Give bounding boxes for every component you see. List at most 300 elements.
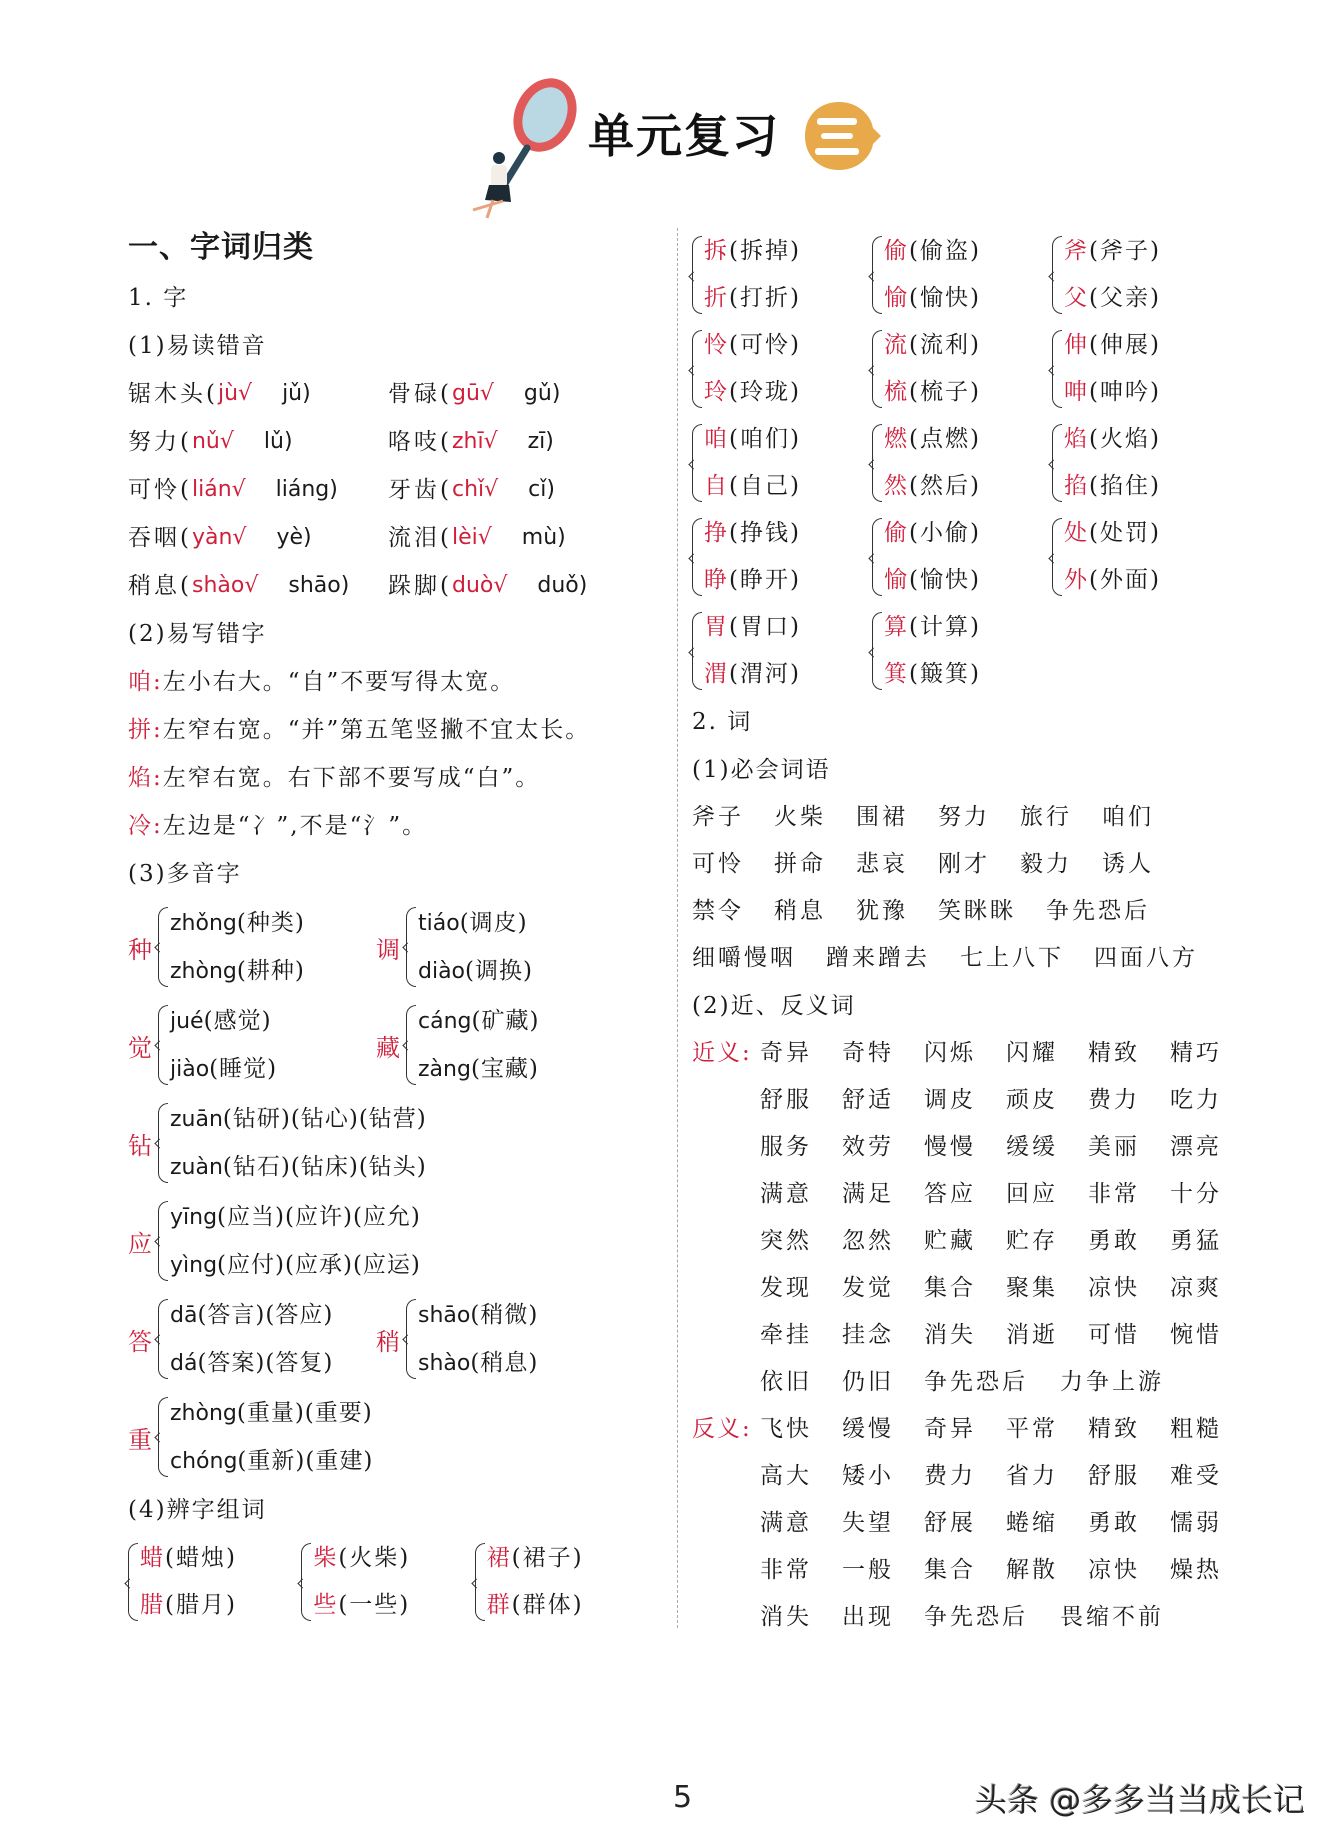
- text: (答案)(答复): [197, 1350, 334, 1376]
- brace-icon: [692, 518, 702, 596]
- brace-icon: [692, 424, 702, 502]
- text: 外: [1064, 567, 1089, 593]
- synonym-row: [760, 1218, 1252, 1265]
- text: 左边是“冫”,不是“氵”。: [162, 813, 428, 839]
- text: (蜡烛): [165, 1545, 237, 1571]
- text: 高大: [760, 1463, 812, 1489]
- text: 缓缓: [1006, 1134, 1058, 1160]
- text: 凉爽: [1170, 1275, 1222, 1301]
- brace-icon: [692, 330, 702, 408]
- text: 稍息: [774, 898, 826, 924]
- text: 焰:: [128, 765, 163, 791]
- text: 闪耀: [1006, 1040, 1058, 1066]
- text: 左窄右宽。右下部不要写成“白”。: [162, 765, 541, 791]
- text: 然: [884, 473, 909, 499]
- text: 围裙: [856, 804, 908, 830]
- text: 偷: [884, 520, 909, 546]
- text: 跺脚(: [388, 573, 452, 599]
- text: 勇敢: [1088, 1510, 1140, 1536]
- watermark: 头条 @多多当当成长记: [975, 1781, 1306, 1819]
- text: (睁开): [729, 567, 801, 593]
- text: (挣钱): [729, 520, 801, 546]
- text: (感觉): [203, 1008, 272, 1034]
- text: 稍息(: [128, 573, 192, 599]
- text: 精巧: [1170, 1040, 1222, 1066]
- pronunciation-item: [128, 466, 388, 514]
- polyphone-group: [376, 996, 624, 1094]
- text: (耕种): [236, 958, 305, 984]
- text: jù√: [217, 381, 253, 406]
- text: 牵挂: [760, 1322, 812, 1348]
- pronunciation-row: [128, 370, 648, 418]
- text: (可怜): [729, 332, 801, 358]
- brace-icon: [872, 612, 882, 690]
- char-pair-row: [128, 1534, 648, 1630]
- text: 精致: [1088, 1416, 1140, 1442]
- synonym-row: [760, 1030, 1252, 1077]
- column-divider: [677, 228, 678, 1628]
- polyphone-list: [128, 898, 648, 1486]
- text: 毅力: [1020, 851, 1072, 877]
- pronunciation-item: [388, 370, 648, 418]
- text: jǔ): [282, 381, 311, 406]
- text: mù): [521, 525, 566, 550]
- text: 发现: [760, 1275, 812, 1301]
- text: 精致: [1088, 1040, 1140, 1066]
- brace-icon: [872, 424, 882, 502]
- text: (父亲): [1089, 285, 1161, 311]
- text: 群: [486, 1592, 512, 1618]
- text: zuān: [170, 1107, 223, 1132]
- antonym-row: [760, 1406, 1252, 1453]
- text: 粗糙: [1170, 1416, 1222, 1442]
- polyphone-group: [128, 1388, 648, 1486]
- text: 集合: [924, 1557, 976, 1583]
- text: dā: [170, 1303, 198, 1328]
- text: duò√: [451, 573, 508, 598]
- brace-icon: [1052, 330, 1062, 408]
- brace-icon: [158, 907, 168, 987]
- text: 愉: [884, 567, 909, 593]
- text: (火焰): [1089, 426, 1161, 452]
- left-column: [128, 222, 648, 1630]
- text: chóng: [170, 1449, 238, 1474]
- text: cáng: [418, 1009, 472, 1034]
- polyphone-group: [376, 898, 624, 996]
- text: (自己): [729, 473, 801, 499]
- text: 胃: [704, 614, 729, 640]
- word-row: [692, 935, 1252, 982]
- text: 失望: [842, 1510, 894, 1536]
- text: (一些): [338, 1592, 411, 1618]
- text: 算: [884, 614, 909, 640]
- writing-rule: [128, 802, 648, 850]
- text: (群体): [511, 1592, 584, 1618]
- part-title-must-know: (1)必会词语: [692, 757, 831, 783]
- text: 裙: [486, 1545, 512, 1571]
- text: 梳: [884, 379, 909, 405]
- text: 争先恐后: [1046, 898, 1150, 924]
- text: 愉: [884, 285, 909, 311]
- text: 勇猛: [1170, 1228, 1222, 1254]
- text: 争先恐后: [924, 1369, 1028, 1395]
- text: (宝藏): [470, 1056, 539, 1082]
- text: 些: [313, 1592, 339, 1618]
- text: 咱:: [128, 669, 163, 695]
- text: dá: [170, 1351, 198, 1376]
- text: (拆掉): [729, 238, 801, 264]
- text: 舒服: [760, 1087, 812, 1113]
- text: (渭河): [729, 661, 801, 687]
- text: yè): [276, 525, 312, 550]
- text: 折: [704, 285, 729, 311]
- unit-number-badge: [803, 100, 881, 172]
- text: 左小右大。“自”不要写得太宽。: [162, 669, 516, 695]
- text: 诱人: [1102, 851, 1154, 877]
- text: 种: [128, 935, 152, 964]
- brace-icon: [872, 518, 882, 596]
- text: 一般: [842, 1557, 894, 1583]
- text: 挂念: [842, 1322, 894, 1348]
- brace-icon: [128, 1543, 138, 1621]
- text: (处罚): [1089, 520, 1161, 546]
- text: 吃力: [1170, 1087, 1222, 1113]
- synonym-label: 近义:: [692, 1040, 752, 1066]
- text: 难受: [1170, 1463, 1222, 1489]
- text: gǔ): [523, 381, 561, 406]
- text: 旅行: [1020, 804, 1072, 830]
- text: (然后): [909, 473, 981, 499]
- text: 集合: [924, 1275, 976, 1301]
- text: 悲哀: [856, 851, 908, 877]
- char-pair: [692, 510, 872, 604]
- text: (重量)(重要): [236, 1400, 373, 1426]
- text: zhī√: [451, 429, 498, 454]
- text: 流泪(: [388, 525, 452, 551]
- text: 自: [704, 473, 729, 499]
- brace-icon: [158, 1299, 168, 1379]
- text: 咯吱(: [388, 429, 452, 455]
- text: (腊月): [165, 1592, 237, 1618]
- pronunciation-list: [128, 370, 648, 610]
- subsection-char: 1. 字: [128, 285, 189, 311]
- char-pair: [872, 228, 1052, 322]
- text: 藏: [376, 1033, 400, 1062]
- text: 处: [1064, 520, 1089, 546]
- text: (应付)(应承)(应运): [217, 1252, 421, 1278]
- text: yīng: [170, 1205, 218, 1230]
- pronunciation-item: [388, 562, 648, 610]
- text: 应: [128, 1229, 152, 1258]
- char-pair: [1052, 416, 1232, 510]
- char-pair-row: [692, 416, 1252, 510]
- text: 服务: [760, 1134, 812, 1160]
- char-pair: [128, 1534, 301, 1630]
- text: lèi√: [451, 525, 492, 550]
- text: 奇异: [924, 1416, 976, 1442]
- text: 偷: [884, 238, 909, 264]
- text: 掐: [1064, 473, 1089, 499]
- char-pair: [692, 322, 872, 416]
- synonyms-block: [692, 1030, 1252, 1406]
- synonym-row: [760, 1171, 1252, 1218]
- text: 斧: [1064, 238, 1089, 264]
- text: 十分: [1170, 1181, 1222, 1207]
- brace-icon: [158, 1103, 168, 1183]
- brace-icon: [1052, 236, 1062, 314]
- text: 拆: [704, 238, 729, 264]
- pronunciation-item: [388, 466, 648, 514]
- writing-rules: [128, 658, 648, 850]
- text: 突然: [760, 1228, 812, 1254]
- text: 左窄右宽。“并”第五笔竖撇不宜太长。: [162, 717, 591, 743]
- pronunciation-row: [128, 466, 648, 514]
- text: 七上八下: [960, 945, 1064, 971]
- text: 奇异: [760, 1040, 812, 1066]
- text: yìng: [170, 1253, 218, 1278]
- char-pair-row: [692, 228, 1252, 322]
- text: shào√: [191, 573, 259, 598]
- text: 犹豫: [856, 898, 908, 924]
- text: 钻: [128, 1131, 152, 1160]
- text: (梳子): [909, 379, 981, 405]
- text: (稍息): [470, 1350, 539, 1376]
- text: jué: [170, 1009, 204, 1034]
- antonym-label: 反义:: [692, 1416, 752, 1442]
- text: (重新)(重建): [237, 1448, 374, 1474]
- text: 费力: [924, 1463, 976, 1489]
- brace-icon: [692, 612, 702, 690]
- char-pair: [301, 1534, 474, 1630]
- word-row: [692, 794, 1252, 841]
- text: 调皮: [924, 1087, 976, 1113]
- brace-icon: [406, 1005, 416, 1085]
- text: 呻: [1064, 379, 1089, 405]
- text: gū√: [451, 381, 494, 406]
- part-title-pairs: (4)辨字组词: [128, 1497, 267, 1523]
- text: (钻石)(钻床)(钻头): [222, 1154, 427, 1180]
- text: 飞快: [760, 1416, 812, 1442]
- text: 漂亮: [1170, 1134, 1222, 1160]
- text: 可怜(: [128, 477, 192, 503]
- text: (玲珑): [729, 379, 801, 405]
- char-pair-row: [692, 604, 1252, 698]
- text: 细嚼慢咽: [692, 945, 796, 971]
- brace-icon: [406, 1299, 416, 1379]
- pronunciation-item: [128, 418, 388, 466]
- text: 挣: [704, 520, 729, 546]
- synonym-row: [760, 1359, 1252, 1406]
- text: 锯木头(: [128, 381, 218, 407]
- text: 非常: [1088, 1181, 1140, 1207]
- brace-icon: [692, 236, 702, 314]
- brace-icon: [475, 1543, 485, 1621]
- text: lián√: [191, 477, 246, 502]
- polyphone-group: [376, 1290, 624, 1388]
- text: 费力: [1088, 1087, 1140, 1113]
- text: 咱们: [1102, 804, 1154, 830]
- text: 舒服: [1088, 1463, 1140, 1489]
- page-number: 5: [673, 1780, 693, 1815]
- text: 调: [376, 935, 400, 964]
- text: (簸箕): [909, 661, 981, 687]
- text: shào: [418, 1351, 471, 1376]
- pronunciation-item: [128, 562, 388, 610]
- text: (调皮): [459, 910, 528, 936]
- text: 凉快: [1088, 1275, 1140, 1301]
- text: 四面八方: [1094, 945, 1198, 971]
- text: 可怜: [692, 851, 744, 877]
- antonym-row: [760, 1453, 1252, 1500]
- pronunciation-item: [388, 418, 648, 466]
- text: 渭: [704, 661, 729, 687]
- text: 笑眯眯: [938, 898, 1016, 924]
- text: 答: [128, 1327, 152, 1356]
- pronunciation-row: [128, 562, 648, 610]
- text: nǔ√: [191, 429, 234, 454]
- text: 蹭来蹭去: [826, 945, 930, 971]
- text: 惋惜: [1170, 1322, 1222, 1348]
- text: (打折): [729, 285, 801, 311]
- text: 火柴: [774, 804, 826, 830]
- text: 省力: [1006, 1463, 1058, 1489]
- text: 忽然: [842, 1228, 894, 1254]
- text: (流利): [909, 332, 981, 358]
- brace-icon: [872, 236, 882, 314]
- text: 贮存: [1006, 1228, 1058, 1254]
- char-pair: [475, 1534, 648, 1630]
- polyphone-group: [128, 1192, 648, 1290]
- pronunciation-item: [388, 514, 648, 562]
- brace-icon: [158, 1005, 168, 1085]
- pronunciation-row: [128, 514, 648, 562]
- text: 蜡: [140, 1545, 165, 1571]
- part-title-syn-ant: (2)近、反义词: [692, 993, 856, 1019]
- text: zhòng: [170, 959, 237, 984]
- text: 斧子: [692, 804, 744, 830]
- text: (小偷): [909, 520, 981, 546]
- text: 发觉: [842, 1275, 894, 1301]
- text: 蜷缩: [1006, 1510, 1058, 1536]
- text: 畏缩不前: [1060, 1604, 1164, 1630]
- text: 仍旧: [842, 1369, 894, 1395]
- text: 平常: [1006, 1416, 1058, 1442]
- text: liáng): [275, 477, 338, 502]
- text: 拼命: [774, 851, 826, 877]
- text: 答应: [924, 1181, 976, 1207]
- synonym-row: [760, 1312, 1252, 1359]
- char-pair-grid: [692, 228, 1252, 698]
- text: 回应: [1006, 1181, 1058, 1207]
- text: 出现: [842, 1604, 894, 1630]
- text: chǐ√: [451, 477, 499, 502]
- text: 力争上游: [1060, 1369, 1164, 1395]
- text: 骨碌(: [388, 381, 452, 407]
- synonym-row: [760, 1124, 1252, 1171]
- text: 重: [128, 1425, 152, 1454]
- text: 顽皮: [1006, 1087, 1058, 1113]
- text: 凉快: [1088, 1557, 1140, 1583]
- char-pair: [1052, 322, 1232, 416]
- text: 伸: [1064, 332, 1089, 358]
- text: shāo: [418, 1303, 471, 1328]
- magnifier-girl-illustration: [465, 70, 585, 220]
- text: 美丽: [1088, 1134, 1140, 1160]
- brace-icon: [301, 1543, 311, 1621]
- text: 满意: [760, 1181, 812, 1207]
- text: 努力: [938, 804, 990, 830]
- text: 满足: [842, 1181, 894, 1207]
- text: 父: [1064, 285, 1089, 311]
- pronunciation-row: [128, 418, 648, 466]
- text: 矮小: [842, 1463, 894, 1489]
- text: (钻研)(钻心)(钻营): [222, 1106, 427, 1132]
- text: zī): [527, 429, 554, 454]
- text: (种类): [236, 910, 305, 936]
- synonym-row: [760, 1077, 1252, 1124]
- text: 柴: [313, 1545, 339, 1571]
- text: 玲: [704, 379, 729, 405]
- polyphone-group: [128, 1290, 376, 1388]
- text: 慢慢: [924, 1134, 976, 1160]
- text: 努力(: [128, 429, 192, 455]
- right-column: [692, 228, 1252, 1641]
- char-pair: [692, 416, 872, 510]
- text: zhǒng: [170, 911, 237, 936]
- text: (呻吟): [1089, 379, 1161, 405]
- text: 流: [884, 332, 909, 358]
- text: 解散: [1006, 1557, 1058, 1583]
- text: 舒展: [924, 1510, 976, 1536]
- text: tiáo: [418, 911, 460, 936]
- char-pair: [692, 604, 872, 698]
- char-pair: [872, 604, 1052, 698]
- text: 缓慢: [842, 1416, 894, 1442]
- char-pair: [872, 322, 1052, 416]
- text: (矿藏): [471, 1008, 540, 1034]
- text: 可惜: [1088, 1322, 1140, 1348]
- text: (斧子): [1089, 238, 1161, 264]
- text: 吞咽(: [128, 525, 192, 551]
- text: 觉: [128, 1033, 152, 1062]
- char-pair-row: [692, 322, 1252, 416]
- polyphone-group: [128, 1094, 648, 1192]
- text: 箕: [884, 661, 909, 687]
- writing-rule: [128, 658, 648, 706]
- part-title-polyphones: (3)多音字: [128, 861, 242, 887]
- antonyms-block: [692, 1406, 1252, 1641]
- text: 燥热: [1170, 1557, 1222, 1583]
- text: (睡觉): [209, 1056, 278, 1082]
- text: cǐ): [528, 477, 555, 502]
- text: 睁: [704, 567, 729, 593]
- text: 依旧: [760, 1369, 812, 1395]
- text: (裙子): [511, 1545, 584, 1571]
- text: 禁令: [692, 898, 744, 924]
- text: 腊: [140, 1592, 165, 1618]
- text: 争先恐后: [924, 1604, 1028, 1630]
- synonym-row: [760, 1265, 1252, 1312]
- text: zàng: [418, 1057, 471, 1082]
- must-know-words: [692, 794, 1252, 982]
- text: (火柴): [338, 1545, 411, 1571]
- text: (答言)(答应): [197, 1302, 334, 1328]
- text: 消失: [760, 1604, 812, 1630]
- text: 拼:: [128, 717, 163, 743]
- text: (计算): [909, 614, 981, 640]
- brace-icon: [1052, 518, 1062, 596]
- text: 满意: [760, 1510, 812, 1536]
